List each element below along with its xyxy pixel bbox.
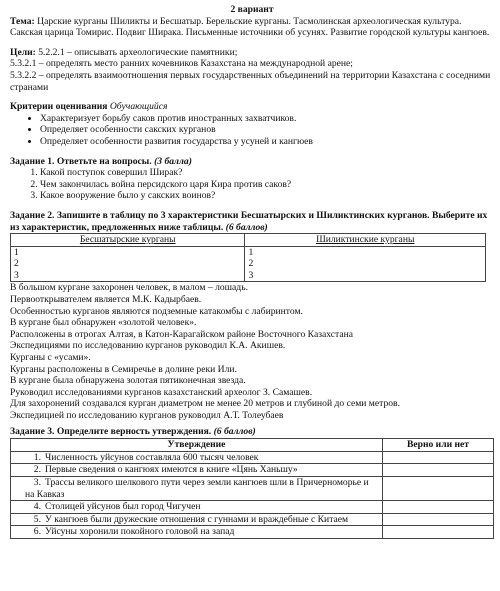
fact-item: Курганы с «усами». xyxy=(10,352,91,364)
table-row xyxy=(11,501,494,514)
task2-facts xyxy=(10,282,494,421)
topic-paragraph xyxy=(10,16,494,39)
verdict-cell[interactable] xyxy=(383,526,494,539)
task3-title: Задание 3. Определите верность утверждения. xyxy=(10,425,212,437)
task1-question: 3. Какое вооружение было у сакских воинов? xyxy=(40,190,494,202)
fact-item: Руководил исследованиями курганов казахстанский археолог З. Самашев. xyxy=(10,386,313,398)
fact-item: Курганы расположены в Семиречье в долине реки Или. xyxy=(10,363,237,375)
table-row xyxy=(11,451,494,464)
fact-item: В большом кургане захоронен человек, в малом – лошадь. xyxy=(10,282,248,294)
criteria-sublabel: Обучающийся xyxy=(109,101,168,113)
task1-score: (3 балла) xyxy=(154,155,192,167)
fact-item: Экспедицией по исследованию курганов руководил А.Т. Толеубаев xyxy=(10,410,284,421)
fact-item: В кургане был обнаружен «золотой человек». xyxy=(10,317,197,329)
fact-item: Для захоронений создавался курган диаметром не менее 20 метров и глубиной до семи метров. xyxy=(10,398,400,410)
task2-heading xyxy=(10,210,494,233)
criteria-item: • Характеризует борьбу саков против иностранных захватчиков. xyxy=(40,113,494,125)
criteria-label: Критерии оценивания xyxy=(10,101,108,113)
statement-cell: 2. Первые сведения о кангюях имеются в книге «Цянь Ханьшу» xyxy=(11,464,383,477)
verdict-cell[interactable] xyxy=(383,476,494,500)
task1-question: 1. Какой поступок совершил Ширак? xyxy=(40,167,494,179)
task2-score: (6 баллов) xyxy=(225,221,268,233)
statement-cell: 6. Уйсуны хоронили покойного головой на запад xyxy=(11,526,383,539)
fact-item: Расположены в отрогах Алтая, в Катон-Карагайском районе Восточного Казахстана xyxy=(10,328,354,340)
table-row xyxy=(11,464,494,477)
fact-item: Экспедициями по исследованию курганов руководил К.А. Акишев. xyxy=(10,340,286,352)
fact-item: В кургане была обнаружена золотая пятиконечная звезда. xyxy=(10,375,246,387)
statement-cell: 1. Численность уйсунов составляла 600 тысяч человек xyxy=(11,451,383,464)
topic-text: Царские курганы Шиликты и Бесшатыр. Берельские курганы. Тасмолинская археологическая культура. Сакская царица Томирис. Подвиг Ширака. Письменные источники об усунях. Развитие городской культуры кангюев. xyxy=(10,15,490,39)
verdict-cell[interactable] xyxy=(383,513,494,526)
criteria-item: • Определяет особенности развития государства у усуней и кангюев xyxy=(40,136,494,148)
verdict-cell[interactable] xyxy=(383,501,494,514)
goal-item: 5.3.2.1 – определять место ранних кочевников Казахстана на международной арене; xyxy=(10,58,353,70)
table-row xyxy=(11,476,494,500)
goals-line-1 xyxy=(10,47,494,59)
task1-title: Задание 1. Ответьте на вопросы. xyxy=(10,155,152,167)
task2-col-shilikty: Шиликтинские курганы xyxy=(245,234,486,247)
fact-item: Первооткрывателем является М.К. Кадырбаев. xyxy=(10,294,202,306)
task2-col-beshatyr: Бесшатырские курганы xyxy=(11,234,245,247)
topic-label: Тема: xyxy=(10,15,35,27)
goal-item: 5.3.2.2 – определять взаимоотношения первых государственных объединений на территории Казахстана с соседними странами xyxy=(10,69,491,93)
goal-item: 5.2.2.1 – описывать археологические памятники; xyxy=(38,46,238,58)
criteria-item: • Определяет особенности сакских курганов xyxy=(40,124,494,136)
task1-heading xyxy=(10,156,494,168)
task3-table xyxy=(10,438,494,539)
task1-questions xyxy=(10,167,494,202)
criteria-heading xyxy=(10,101,494,113)
goals-label: Цели: xyxy=(10,46,36,58)
task3-col-statement: Утверждение xyxy=(11,439,383,452)
fact-item: Особенностью курганов являются подземные катакомбы с лабиринтом. xyxy=(10,305,303,317)
statement-cell: 3. Трассы великого шелкового пути через земли кангюев шли в Причерноморье и на Кавказ xyxy=(11,476,383,500)
criteria-list xyxy=(10,113,494,148)
task3-score: (6 баллов) xyxy=(213,425,256,437)
table-row xyxy=(11,526,494,539)
task2-table xyxy=(10,233,486,282)
table-row xyxy=(11,513,494,526)
task2-cell-number[interactable]: 1 2 3 xyxy=(245,246,486,282)
verdict-cell[interactable] xyxy=(383,464,494,477)
task3-heading xyxy=(10,426,494,438)
task3-col-verdict: Верно или нет xyxy=(383,439,494,452)
task1-question: 2. Чем закончилась война персидского царя Кира против саков? xyxy=(40,179,494,191)
task2-title: Задание 2. Запишите в таблицу по 3 характеристики Бесшатырских и Шиликтинских курганов. Выберите их из характеристик, предложенных ниже таблицы. xyxy=(10,209,488,233)
variant-title: 2 вариант xyxy=(230,4,274,15)
verdict-cell[interactable] xyxy=(383,451,494,464)
task2-cell-number[interactable]: 1 2 3 xyxy=(11,246,245,282)
statement-cell: 5. У кангюев были дружеские отношения с гуннами и враждебные с Китаем xyxy=(11,513,383,526)
statement-cell: 4. Столицей уйсунов был город Чигучен xyxy=(11,501,383,514)
